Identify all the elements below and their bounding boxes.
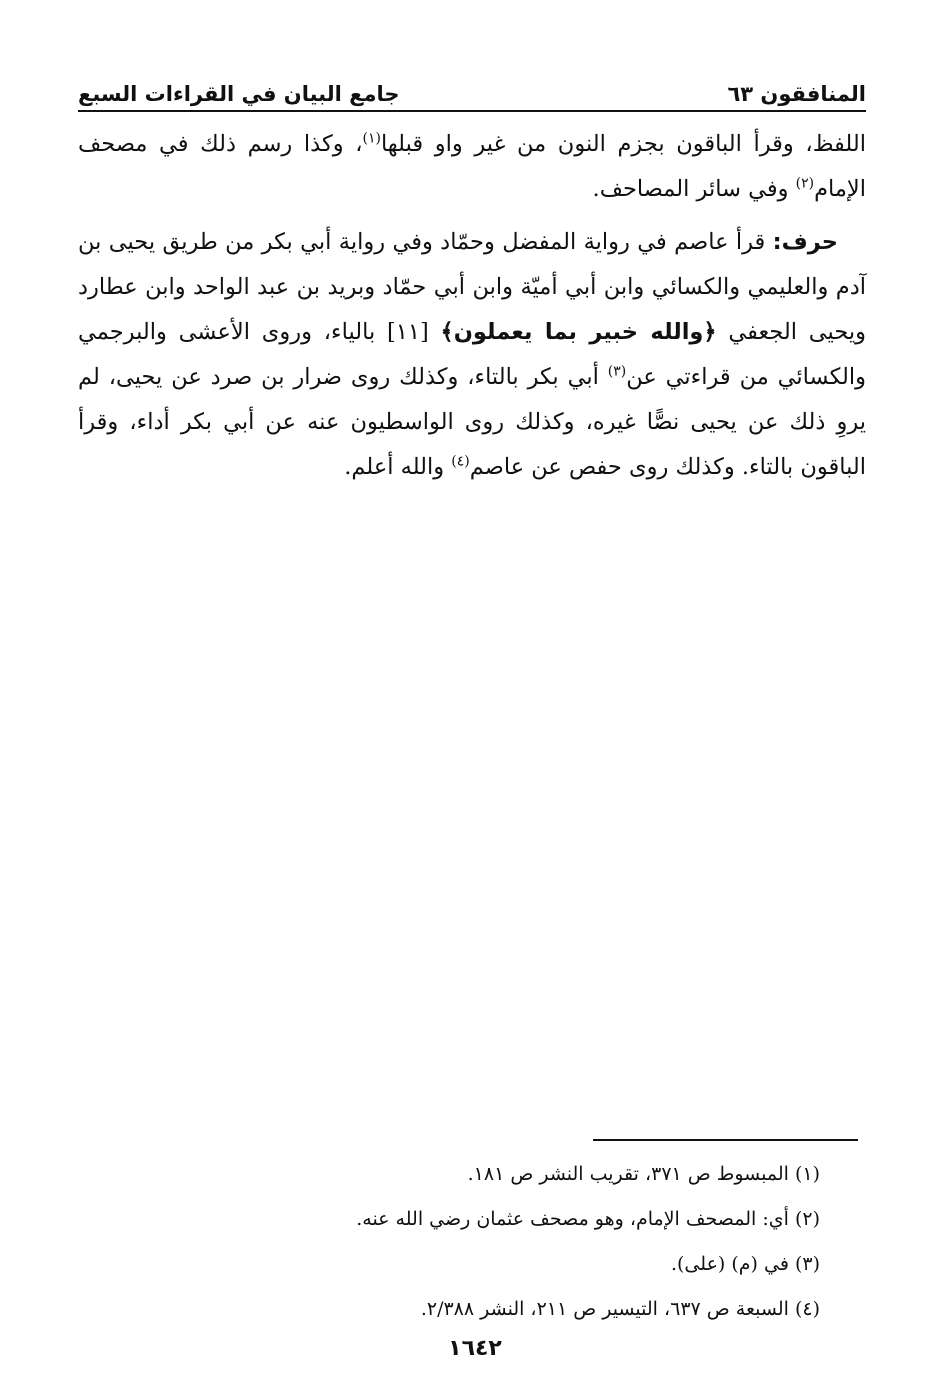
book-title: جامع البيان في القراءات السبع [78,82,400,106]
paragraph-2-text-b: [١١] بالياء، وروى الأعشى والبرجمي والكسائي من قراءتي عن [78,319,866,390]
quran-verse: ﴿والله خبير بما يعملون﴾ [440,319,717,345]
paragraph-2-text-a: قرأ عاصم في رواية المفضل وحمّاد وفي رواية أبي بكر من طريق يحيى بن آدم والعليمي والكسائي وابن أبي أميّة وابن أبي حمّاد وبريد بن عبد الواحد وابن عطارد ويحيى الجعفي [78,229,866,345]
footnote-divider [593,1139,858,1141]
paragraph-1-text-c: وفي سائر المصاحف. [592,176,796,202]
paragraph-2 [78,220,866,490]
section-title: المنافقون ٦٣ [727,82,866,106]
footnote-ref-3: (٣) [607,363,627,380]
paragraph-1-text-b: ، وكذا رسم ذلك في مصحف الإمام [78,131,866,202]
footnote-2: (٢) أي: المصحف الإمام، وهو مصحف عثمان رضي الله عنه. [356,1208,820,1230]
paragraph-2-text-c: أبي بكر بالتاء، وكذلك روى ضرار بن صرد عن يحيى، لم يروِ ذلك عن يحيى نصًّا غيره، وكذلك روى الواسطيون عنه عن أبي بكر أداء، وقرأ الباقون بالتاء. وكذلك روى حفص عن عاصم [78,364,866,480]
footnote-ref-1: (١) [362,130,381,147]
paragraph-2-text-d: والله أعلم. [344,454,452,480]
paragraph-1 [78,122,866,212]
page-number: ١٦٤٢ [448,1336,502,1361]
footnote-ref-4: (٤) [451,453,470,470]
running-header [78,70,866,106]
main-text [78,122,866,490]
paragraph-2-lead: حرف: [772,229,838,255]
footnote-ref-2: (٢) [795,175,815,192]
footnote-4: (٤) السبعة ص ٦٣٧، التيسير ص ٢١١، النشر ٢/٣٨٨. [420,1298,820,1320]
header-divider [78,110,866,112]
footnote-1: (١) المبسوط ص ٣٧١، تقريب النشر ص ١٨١. [467,1163,820,1185]
paragraph-1-text-a: اللفظ، وقرأ الباقون بجزم النون من غير واو قبلها [380,131,866,157]
footnote-3: (٣) في (م) (على). [670,1253,820,1275]
footnotes [78,1152,820,1332]
